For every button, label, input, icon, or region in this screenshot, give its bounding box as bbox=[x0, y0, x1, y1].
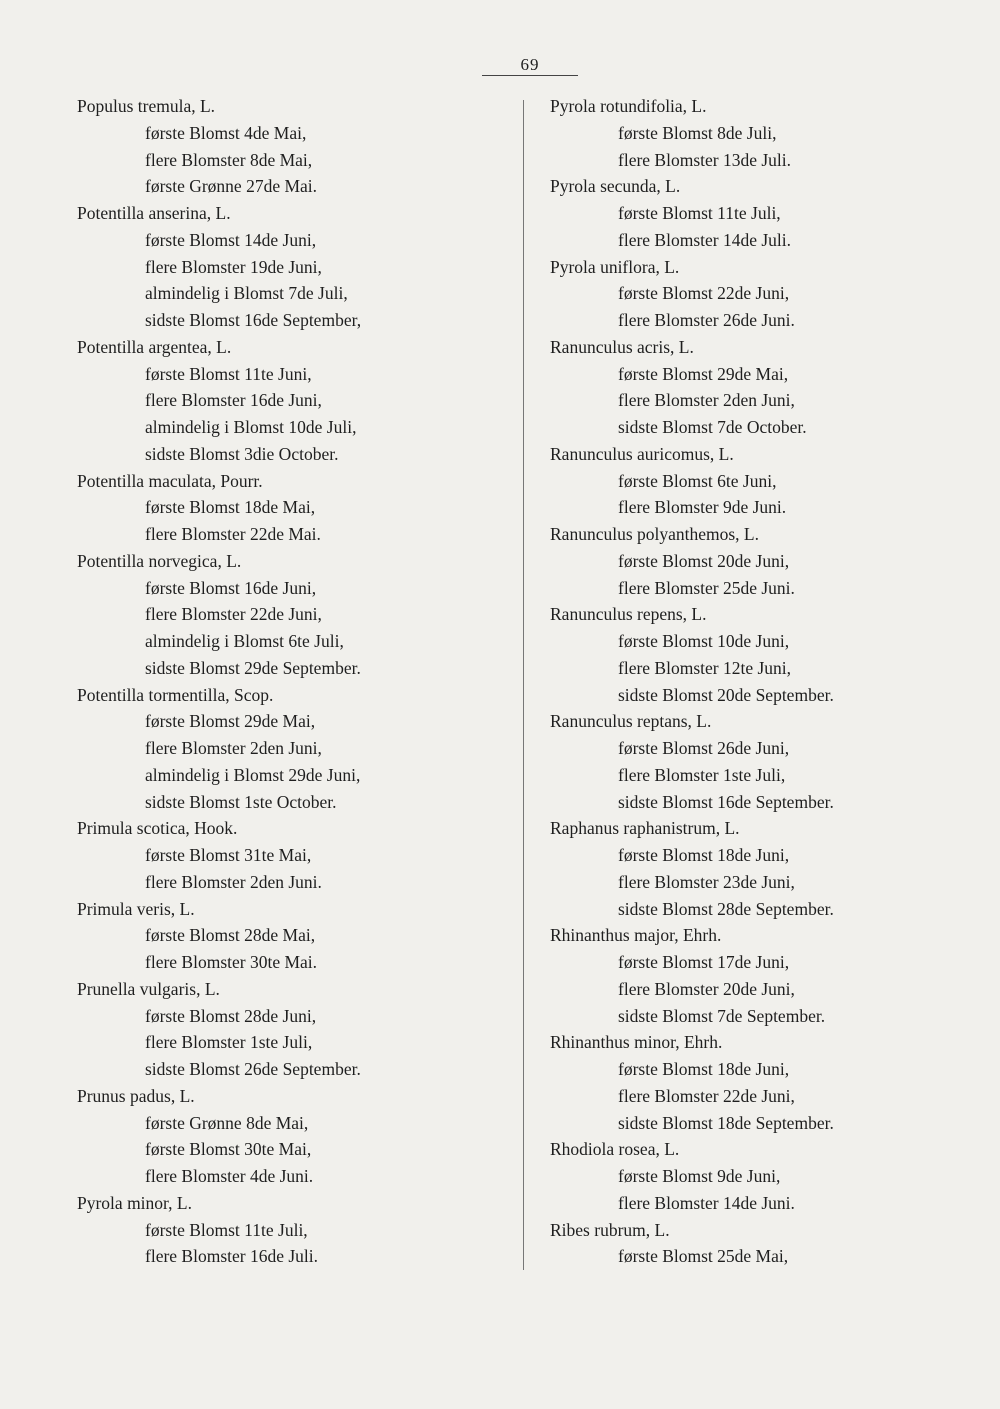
observation-record: flere Blomster 14de Juni. bbox=[618, 1192, 795, 1213]
species-entry bbox=[77, 334, 497, 468]
observation-record: første Grønne 8de Mai, bbox=[145, 1112, 309, 1133]
observation-record: flere Blomster 30te Mai. bbox=[145, 952, 318, 972]
observation-record: flere Blomster 1ste Juli, bbox=[618, 764, 786, 785]
observation-record: flere Blomster 8de Mai, bbox=[145, 149, 313, 170]
species-entry bbox=[77, 548, 497, 682]
species-name: Rhinanthus major, Ehrh. bbox=[550, 925, 722, 946]
observation-record: sidste Blomst 18de September. bbox=[618, 1112, 834, 1133]
species-entry bbox=[77, 682, 497, 816]
observation-record: flere Blomster 12te Juni, bbox=[618, 657, 792, 678]
observation-record: sidste Blomst 16de September. bbox=[618, 791, 834, 812]
observation-record: sidste Blomst 28de September. bbox=[618, 898, 834, 919]
species-entry bbox=[550, 1136, 970, 1216]
species-name: Potentilla norvegica, L. bbox=[77, 550, 242, 571]
observation-record: første Blomst 31te Mai, bbox=[145, 845, 312, 865]
observation-record: første Blomst 14de Juni, bbox=[145, 229, 317, 250]
species-entry bbox=[550, 1029, 970, 1136]
observation-record: flere Blomster 20de Juni, bbox=[618, 978, 795, 999]
observation-record: første Blomst 28de Juni, bbox=[145, 1005, 317, 1026]
species-name: Prunus padus, L. bbox=[77, 1085, 195, 1106]
observation-record: sidste Blomst 29de September. bbox=[145, 657, 361, 678]
species-entry bbox=[550, 93, 970, 173]
observation-record: første Blomst 6te Juni, bbox=[618, 470, 777, 491]
species-name: Populus tremula, L. bbox=[77, 96, 216, 116]
observation-record: første Blomst 4de Mai, bbox=[145, 122, 307, 143]
species-entry bbox=[77, 468, 497, 548]
observation-record: almindelig i Blomst 29de Juni, bbox=[145, 764, 361, 785]
species-name: Potentilla tormentilla, Scop. bbox=[77, 684, 274, 705]
species-name: Ribes rubrum, L. bbox=[550, 1219, 670, 1240]
observation-record: flere Blomster 14de Juli. bbox=[618, 229, 792, 250]
species-entry bbox=[77, 896, 497, 976]
species-entry bbox=[550, 254, 970, 334]
species-name: Ranunculus reptans, L. bbox=[550, 711, 712, 732]
observation-record: flere Blomster 16de Juni, bbox=[145, 390, 322, 411]
observation-record: første Blomst 9de Juni, bbox=[618, 1166, 781, 1186]
observation-record: første Blomst 18de Juni, bbox=[618, 1059, 790, 1079]
observation-record: første Blomst 28de Mai, bbox=[145, 925, 316, 946]
observation-record: sidste Blomst 3die October. bbox=[145, 443, 339, 464]
left-column bbox=[77, 93, 497, 1270]
species-entry bbox=[550, 922, 970, 1029]
observation-record: flere Blomster 9de Juni. bbox=[618, 497, 787, 518]
observation-record: første Grønne 27de Mai. bbox=[145, 176, 318, 197]
species-entry bbox=[550, 601, 970, 708]
species-entry bbox=[550, 1217, 970, 1271]
species-name: Ranunculus acris, L. bbox=[550, 336, 694, 357]
observation-record: første Blomst 20de Juni, bbox=[618, 550, 790, 571]
species-name: Potentilla anserina, L. bbox=[77, 203, 231, 223]
species-name: Raphanus raphanistrum, L. bbox=[550, 818, 740, 839]
species-entry bbox=[77, 1190, 497, 1270]
observation-record: flere Blomster 25de Juni. bbox=[618, 577, 795, 598]
observation-record: flere Blomster 22de Juni, bbox=[618, 1085, 795, 1106]
header-rule bbox=[482, 75, 578, 76]
observation-record: sidste Blomst 1ste October. bbox=[145, 791, 337, 812]
observation-record: første Blomst 18de Mai, bbox=[145, 497, 316, 518]
observation-record: flere Blomster 2den Juni. bbox=[145, 871, 322, 892]
species-entry bbox=[77, 200, 497, 334]
species-name: Primula scotica, Hook. bbox=[77, 818, 238, 839]
species-name: Rhinanthus minor, Ehrh. bbox=[550, 1032, 723, 1053]
species-name: Rhodiola rosea, L. bbox=[550, 1139, 680, 1160]
species-name: Potentilla argentea, L. bbox=[77, 336, 232, 357]
observation-record: sidste Blomst 7de September. bbox=[618, 1005, 826, 1026]
observation-record: flere Blomster 2den Juni, bbox=[618, 390, 795, 411]
right-column bbox=[550, 93, 970, 1270]
observation-record: almindelig i Blomst 7de Juli, bbox=[145, 283, 348, 304]
observation-record: første Blomst 8de Juli, bbox=[618, 122, 777, 143]
species-entry bbox=[550, 173, 970, 253]
observation-record: første Blomst 10de Juni, bbox=[618, 631, 790, 651]
observation-record: første Blomst 11te Juli, bbox=[618, 203, 781, 223]
observation-record: flere Blomster 4de Juni. bbox=[145, 1166, 314, 1186]
observation-record: første Blomst 11te Juni, bbox=[145, 363, 312, 384]
species-entry bbox=[77, 93, 497, 200]
observation-record: første Blomst 26de Juni, bbox=[618, 738, 790, 758]
species-name: Ranunculus polyanthemos, L. bbox=[550, 524, 760, 544]
species-entry bbox=[77, 815, 497, 895]
observation-record: flere Blomster 23de Juni, bbox=[618, 871, 795, 892]
species-entry bbox=[550, 815, 970, 922]
observation-record: første Blomst 16de Juni, bbox=[145, 577, 317, 598]
observation-record: flere Blomster 22de Mai. bbox=[145, 524, 321, 544]
observation-record: almindelig i Blomst 6te Juli, bbox=[145, 631, 344, 651]
species-name: Pyrola uniflora, L. bbox=[550, 256, 680, 277]
observation-record: flere Blomster 26de Juni. bbox=[618, 310, 795, 330]
species-name: Prunella vulgaris, L. bbox=[77, 978, 220, 999]
observation-record: første Blomst 17de Juni, bbox=[618, 952, 790, 972]
column-divider bbox=[523, 100, 524, 1270]
observation-record: sidste Blomst 26de September. bbox=[145, 1059, 361, 1079]
observation-record: flere Blomster 1ste Juli, bbox=[145, 1032, 313, 1053]
species-entry bbox=[77, 976, 497, 1083]
observation-record: sidste Blomst 7de October. bbox=[618, 417, 807, 437]
species-name: Pyrola rotundifolia, L. bbox=[550, 96, 707, 116]
observation-record: flere Blomster 19de Juni, bbox=[145, 256, 322, 277]
observation-record: første Blomst 29de Mai, bbox=[145, 711, 316, 732]
observation-record: første Blomst 25de Mai, bbox=[618, 1246, 789, 1267]
observation-record: første Blomst 18de Juni, bbox=[618, 845, 790, 865]
observation-record: første Blomst 22de Juni, bbox=[618, 283, 790, 304]
observation-record: flere Blomster 13de Juli. bbox=[618, 149, 792, 170]
species-entry bbox=[550, 521, 970, 601]
page-number: 69 bbox=[520, 55, 540, 74]
observation-record: sidste Blomst 20de September. bbox=[618, 684, 834, 705]
species-name: Primula veris, L. bbox=[77, 898, 195, 919]
species-entry bbox=[550, 708, 970, 815]
species-name: Pyrola secunda, L. bbox=[550, 176, 681, 197]
observation-record: flere Blomster 22de Juni, bbox=[145, 604, 322, 625]
species-entry bbox=[550, 334, 970, 441]
species-name: Potentilla maculata, Pourr. bbox=[77, 470, 263, 491]
species-name: Pyrola minor, L. bbox=[77, 1192, 192, 1213]
observation-record: flere Blomster 2den Juni, bbox=[145, 738, 322, 758]
species-name: Ranunculus auricomus, L. bbox=[550, 443, 734, 464]
observation-record: første Blomst 11te Juli, bbox=[145, 1219, 308, 1240]
observation-record: sidste Blomst 16de September, bbox=[145, 310, 362, 330]
observation-record: første Blomst 30te Mai, bbox=[145, 1139, 312, 1160]
observation-record: almindelig i Blomst 10de Juli, bbox=[145, 417, 357, 437]
observation-record: første Blomst 29de Mai, bbox=[618, 363, 789, 384]
species-entry bbox=[77, 1083, 497, 1190]
species-entry bbox=[550, 441, 970, 521]
observation-record: flere Blomster 16de Juli. bbox=[145, 1246, 319, 1267]
species-name: Ranunculus repens, L. bbox=[550, 604, 707, 625]
